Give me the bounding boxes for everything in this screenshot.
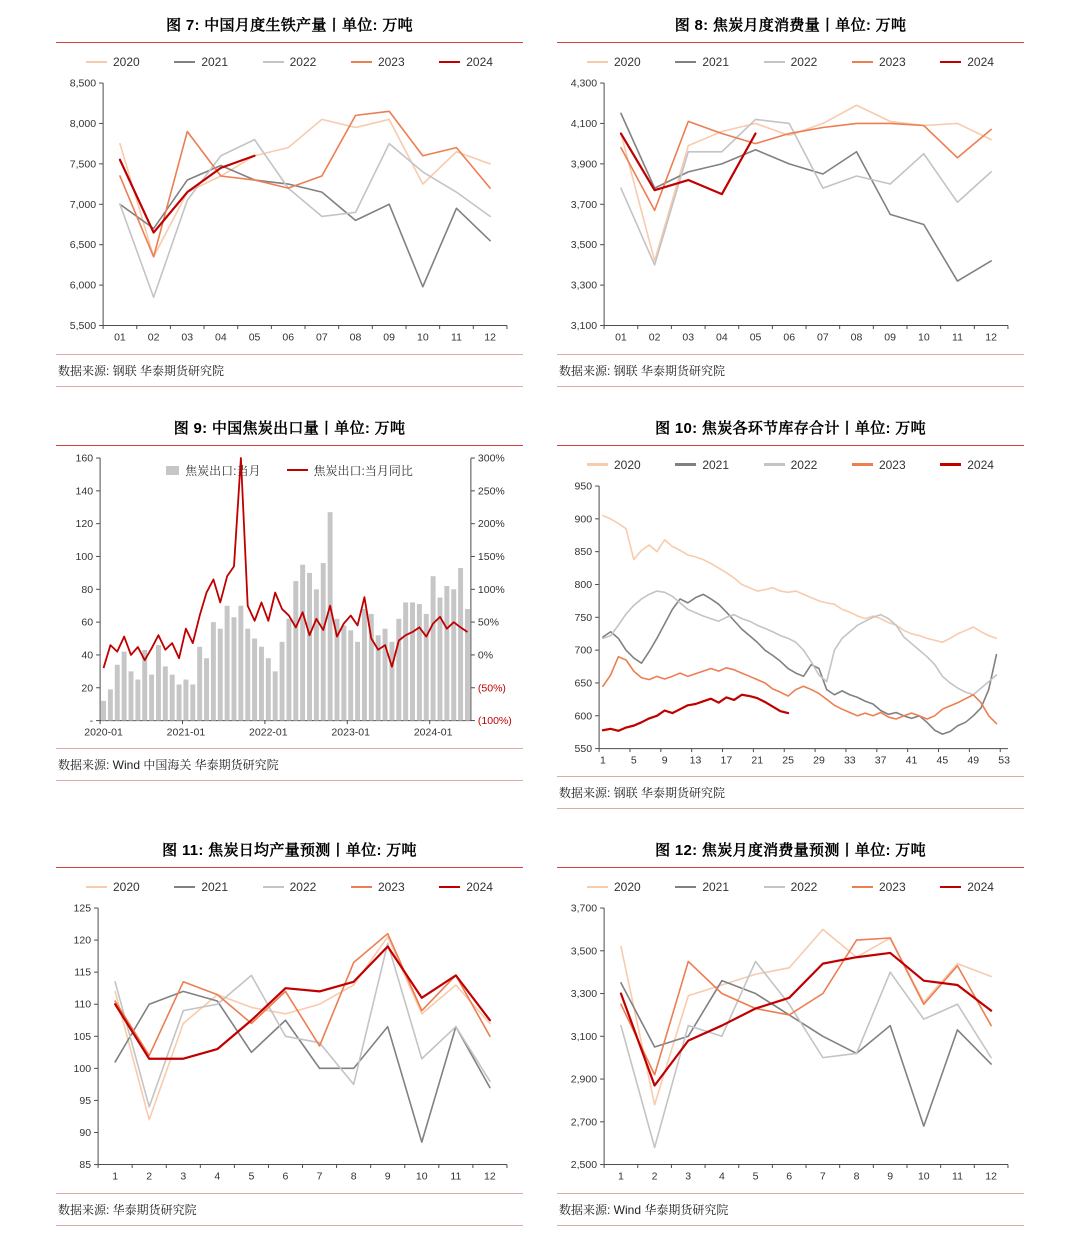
svg-text:2: 2 [651,1170,658,1183]
legend-item-2021 [675,880,729,894]
figure-8-legend [557,45,1024,73]
svg-text:17: 17 [720,754,733,767]
svg-text:01: 01 [615,331,627,344]
legend-label: 2023 [878,457,906,472]
legend-label: 2023 [878,880,906,895]
legend-item-2022 [263,880,317,894]
svg-text:60: 60 [81,616,94,629]
title-rule [557,445,1024,446]
source-rule-bottom [557,386,1024,387]
figure-10-panel [557,409,1024,810]
svg-text:45: 45 [936,754,949,767]
legend-swatch [764,61,785,64]
svg-text:3,300: 3,300 [570,988,598,1001]
legend-label: 2022 [289,55,317,69]
legend-item-焦炭出口:当月 [166,462,260,479]
svg-text:120: 120 [73,934,92,947]
legend-swatch [587,61,608,64]
legend-item-2021 [675,55,729,69]
svg-text:10: 10 [416,331,429,344]
figure-7-legend [56,45,523,73]
svg-text:05: 05 [248,331,261,344]
legend-label: 2024 [967,880,994,895]
legend-item-2021 [174,55,228,69]
figure-11-chart [56,898,523,1189]
legend-swatch [351,886,372,889]
svg-text:13: 13 [689,754,702,767]
figure-12-panel [557,831,1024,1226]
source-rule-bottom [56,386,523,387]
legend-label: 2023 [878,55,906,69]
svg-text:8: 8 [350,1170,357,1183]
legend-swatch [587,463,608,466]
svg-text:5: 5 [248,1170,255,1183]
svg-text:4,100: 4,100 [570,117,598,130]
legend-item-2024 [940,880,994,894]
title-rule [557,42,1024,43]
svg-text:-: - [89,714,94,727]
legend-item-2021 [675,458,729,472]
legend-swatch [263,61,284,64]
legend-swatch [940,463,961,466]
legend-swatch [675,886,696,889]
svg-text:12: 12 [484,1170,496,1183]
legend-item-2022 [764,880,818,894]
figure-10-legend [557,448,1024,476]
title-rule [56,42,523,43]
legend-label: 2024 [466,55,493,69]
legend-swatch [852,61,873,64]
source-rule-bottom [557,1225,1024,1226]
figure-11-legend [56,870,523,898]
svg-text:2021-01: 2021-01 [166,726,206,739]
figure-9-chart [56,448,523,745]
svg-text:9: 9 [887,1170,894,1183]
svg-text:6: 6 [282,1170,289,1183]
svg-text:3,900: 3,900 [570,158,598,171]
figure-8-source: 数据来源: 钢联 华泰期货研究院 [559,363,726,378]
legend-swatch [351,61,372,64]
svg-text:12: 12 [985,1170,997,1183]
source-rule-bottom [56,1225,523,1226]
svg-text:1: 1 [112,1170,119,1183]
legend-item-2024 [940,55,994,69]
legend-swatch [439,61,460,64]
svg-text:105: 105 [73,1031,92,1044]
svg-text:08: 08 [850,331,863,344]
legend-label: 2024 [967,55,994,69]
legend-swatch [764,886,785,889]
legend-swatch [940,61,961,64]
legend-label: 2021 [702,55,730,69]
svg-text:5: 5 [630,754,637,767]
svg-text:20: 20 [81,681,94,694]
figure-12-source-block [557,1193,1024,1226]
legend-item-2024 [439,55,493,69]
svg-text:41: 41 [905,754,918,767]
svg-text:10: 10 [917,1170,930,1183]
legend-item-2023 [351,880,405,894]
svg-text:7: 7 [819,1170,826,1183]
figure-11-source-block [56,1193,523,1226]
svg-text:06: 06 [783,331,796,344]
svg-text:160: 160 [75,452,94,465]
svg-text:140: 140 [75,484,94,497]
legend-label: 2024 [466,880,493,895]
svg-text:7,500: 7,500 [69,158,97,171]
legend-swatch [174,61,195,64]
svg-text:110: 110 [74,998,92,1011]
svg-text:3,500: 3,500 [570,945,598,958]
legend-swatch [675,463,696,466]
legend-label: 2021 [702,457,730,472]
svg-text:5,500: 5,500 [69,320,97,333]
svg-text:49: 49 [967,754,980,767]
svg-text:12: 12 [484,331,496,344]
svg-text:09: 09 [383,331,396,344]
legend-label: 2020 [614,55,641,69]
figure-9-panel [56,409,523,810]
svg-text:1: 1 [600,754,606,767]
legend-item-2024 [940,458,994,472]
svg-text:2022-01: 2022-01 [249,726,288,739]
svg-text:3,700: 3,700 [570,198,598,211]
legend-item-2020 [587,55,641,69]
svg-text:150%: 150% [477,550,505,563]
legend-swatch [287,469,308,472]
legend-label: 2021 [201,880,229,895]
legend-swatch [940,886,961,889]
figure-8-source-block [557,354,1024,387]
svg-text:11: 11 [952,1170,963,1183]
svg-text:9: 9 [661,754,668,767]
figure-11-plot-area [56,870,523,1189]
figure-8-chart [557,73,1024,350]
svg-text:10: 10 [917,331,930,344]
figure-12-legend [557,870,1024,898]
legend-item-2023 [852,55,906,69]
svg-text:120: 120 [75,517,94,530]
figure-9-legend [126,462,453,479]
svg-text:900: 900 [574,512,593,525]
svg-text:200%: 200% [477,517,505,530]
svg-text:800: 800 [574,578,593,591]
svg-text:80: 80 [81,583,94,596]
svg-text:07: 07 [316,331,328,344]
svg-text:1: 1 [618,1170,624,1183]
legend-label: 2020 [113,880,140,895]
figure-7-source: 数据来源: 钢联 华泰期货研究院 [58,363,225,378]
legend-item-2020 [587,880,641,894]
svg-text:750: 750 [574,611,593,624]
svg-text:2,900: 2,900 [570,1073,598,1086]
svg-text:4: 4 [718,1170,725,1183]
svg-text:6: 6 [786,1170,793,1183]
svg-text:3,100: 3,100 [570,320,598,333]
svg-text:3,100: 3,100 [570,1031,598,1044]
svg-text:4,300: 4,300 [570,77,598,90]
legend-swatch [263,886,284,889]
legend-swatch [86,886,107,889]
svg-text:3: 3 [180,1170,187,1183]
svg-text:7: 7 [316,1170,323,1183]
svg-text:0%: 0% [477,649,494,662]
svg-text:95: 95 [79,1095,92,1108]
svg-text:11: 11 [451,331,462,344]
legend-item-2022 [764,458,818,472]
svg-text:02: 02 [147,331,160,344]
svg-text:06: 06 [282,331,295,344]
legend-item-2020 [86,880,140,894]
figure-11-source: 数据来源: 华泰期货研究院 [58,1202,197,1217]
svg-text:8,000: 8,000 [69,117,97,130]
svg-text:2023-01: 2023-01 [331,726,371,739]
svg-text:04: 04 [215,331,227,344]
svg-text:250%: 250% [477,484,505,497]
svg-text:25: 25 [782,754,794,767]
figure-8-plot-area [557,45,1024,350]
legend-item-2021 [174,880,228,894]
source-rule-bottom [56,780,523,781]
svg-text:50%: 50% [477,616,499,629]
legend-swatch [174,886,195,889]
figure-12-title: 图 12: 焦炭月度消费量预测丨单位: 万吨 [655,842,926,860]
figure-9-plot-area [56,448,523,745]
figure-12-chart [557,898,1024,1189]
svg-text:850: 850 [574,545,593,558]
legend-swatch [86,61,107,64]
figure-9-source-block [56,748,523,781]
figure-9-source: 数据来源: Wind 中国海关 华泰期货研究院 [58,758,279,773]
svg-text:100%: 100% [477,583,505,596]
figure-7-title: 图 7: 中国月度生铁产量丨单位: 万吨 [166,17,413,34]
figure-8-panel [557,6,1024,387]
svg-text:02: 02 [648,331,661,344]
svg-text:650: 650 [574,677,593,690]
legend-label: 2022 [289,880,317,895]
svg-text:5: 5 [752,1170,759,1183]
legend-label: 2020 [614,880,641,895]
svg-text:29: 29 [813,754,825,767]
svg-text:100: 100 [73,1063,92,1076]
svg-text:85: 85 [79,1159,92,1172]
svg-text:12: 12 [985,331,997,344]
svg-text:550: 550 [574,742,593,755]
legend-item-2023 [852,458,906,472]
legend-item-2022 [263,55,317,69]
svg-text:21: 21 [751,754,764,767]
figure-7-source-block [56,354,523,387]
svg-text:11: 11 [952,331,963,344]
svg-text:2,700: 2,700 [570,1116,598,1129]
legend-label: 2024 [967,457,994,472]
svg-text:6,500: 6,500 [69,239,97,252]
svg-text:9: 9 [384,1170,391,1183]
svg-text:40: 40 [81,649,94,662]
legend-item-2020 [587,458,641,472]
figure-9-title: 图 9: 中国焦炭出口量丨单位: 万吨 [173,419,406,437]
legend-label: 焦炭出口:当月 [185,463,261,478]
legend-label: 2021 [702,880,730,895]
legend-label: 2020 [113,55,140,69]
legend-item-焦炭出口:当月同比 [287,462,413,479]
svg-text:33: 33 [843,754,856,767]
svg-text:700: 700 [574,644,593,657]
figure-10-chart [557,476,1024,773]
svg-text:(50%): (50%) [477,681,506,694]
figure-10-plot-area [557,448,1024,773]
svg-text:3,700: 3,700 [570,902,598,915]
figure-7-plot-area [56,45,523,350]
legend-swatch [764,463,785,466]
svg-text:07: 07 [817,331,829,344]
svg-text:100: 100 [75,550,94,563]
svg-text:2,500: 2,500 [570,1159,598,1172]
svg-text:7,000: 7,000 [69,198,97,211]
figure-11-title: 图 11: 焦炭日均产量预测丨单位: 万吨 [162,842,417,860]
svg-text:53: 53 [998,754,1010,767]
svg-text:3,300: 3,300 [570,279,598,292]
figure-8-title: 图 8: 焦炭月度消费量丨单位: 万吨 [674,17,907,34]
svg-text:03: 03 [682,331,695,344]
legend-label: 2021 [201,55,229,69]
legend-swatch [587,886,608,889]
legend-item-2024 [439,880,493,894]
svg-text:950: 950 [574,480,593,493]
legend-label: 2022 [790,457,818,472]
legend-label: 焦炭出口:当月同比 [313,463,413,478]
figure-10-source: 数据来源: 钢联 华泰期货研究院 [559,786,726,801]
svg-text:11: 11 [450,1170,462,1183]
legend-item-2022 [764,55,818,69]
title-rule [56,867,523,868]
svg-text:2: 2 [146,1170,153,1183]
legend-swatch [439,886,460,889]
svg-text:4: 4 [214,1170,221,1183]
source-rule-bottom [557,808,1024,809]
legend-swatch [166,466,179,475]
figure-12-source: 数据来源: Wind 华泰期货研究院 [559,1202,729,1217]
figure-7-panel [56,6,523,387]
legend-item-2023 [351,55,405,69]
svg-text:2020-01: 2020-01 [84,726,123,739]
svg-text:(100%): (100%) [477,714,512,727]
legend-label: 2023 [377,880,405,895]
svg-text:300%: 300% [477,452,505,465]
title-rule [56,445,523,446]
legend-swatch [852,886,873,889]
svg-text:03: 03 [181,331,194,344]
legend-label: 2022 [790,880,818,895]
svg-text:115: 115 [74,966,92,979]
svg-text:3,500: 3,500 [570,239,598,252]
svg-text:2024-01: 2024-01 [413,726,453,739]
svg-text:125: 125 [73,902,92,915]
legend-swatch [675,61,696,64]
legend-label: 2022 [790,55,818,69]
svg-text:3: 3 [685,1170,692,1183]
svg-text:600: 600 [574,709,593,722]
figure-11-panel [56,831,523,1226]
svg-text:8,500: 8,500 [69,77,97,90]
svg-text:01: 01 [114,331,126,344]
legend-item-2020 [86,55,140,69]
svg-text:90: 90 [79,1127,92,1140]
legend-label: 2023 [377,55,405,69]
figure-7-chart [56,73,523,350]
svg-text:6,000: 6,000 [69,279,97,292]
svg-text:08: 08 [349,331,362,344]
figure-10-title: 图 10: 焦炭各环节库存合计丨单位: 万吨 [655,419,926,437]
svg-text:10: 10 [415,1170,428,1183]
svg-text:37: 37 [874,754,887,767]
legend-swatch [852,463,873,466]
svg-text:09: 09 [884,331,897,344]
legend-label: 2020 [614,457,641,472]
svg-text:05: 05 [749,331,762,344]
figure-10-source-block [557,776,1024,809]
legend-item-2023 [852,880,906,894]
figure-12-plot-area [557,870,1024,1189]
svg-text:8: 8 [853,1170,860,1183]
title-rule [557,867,1024,868]
svg-text:04: 04 [716,331,728,344]
